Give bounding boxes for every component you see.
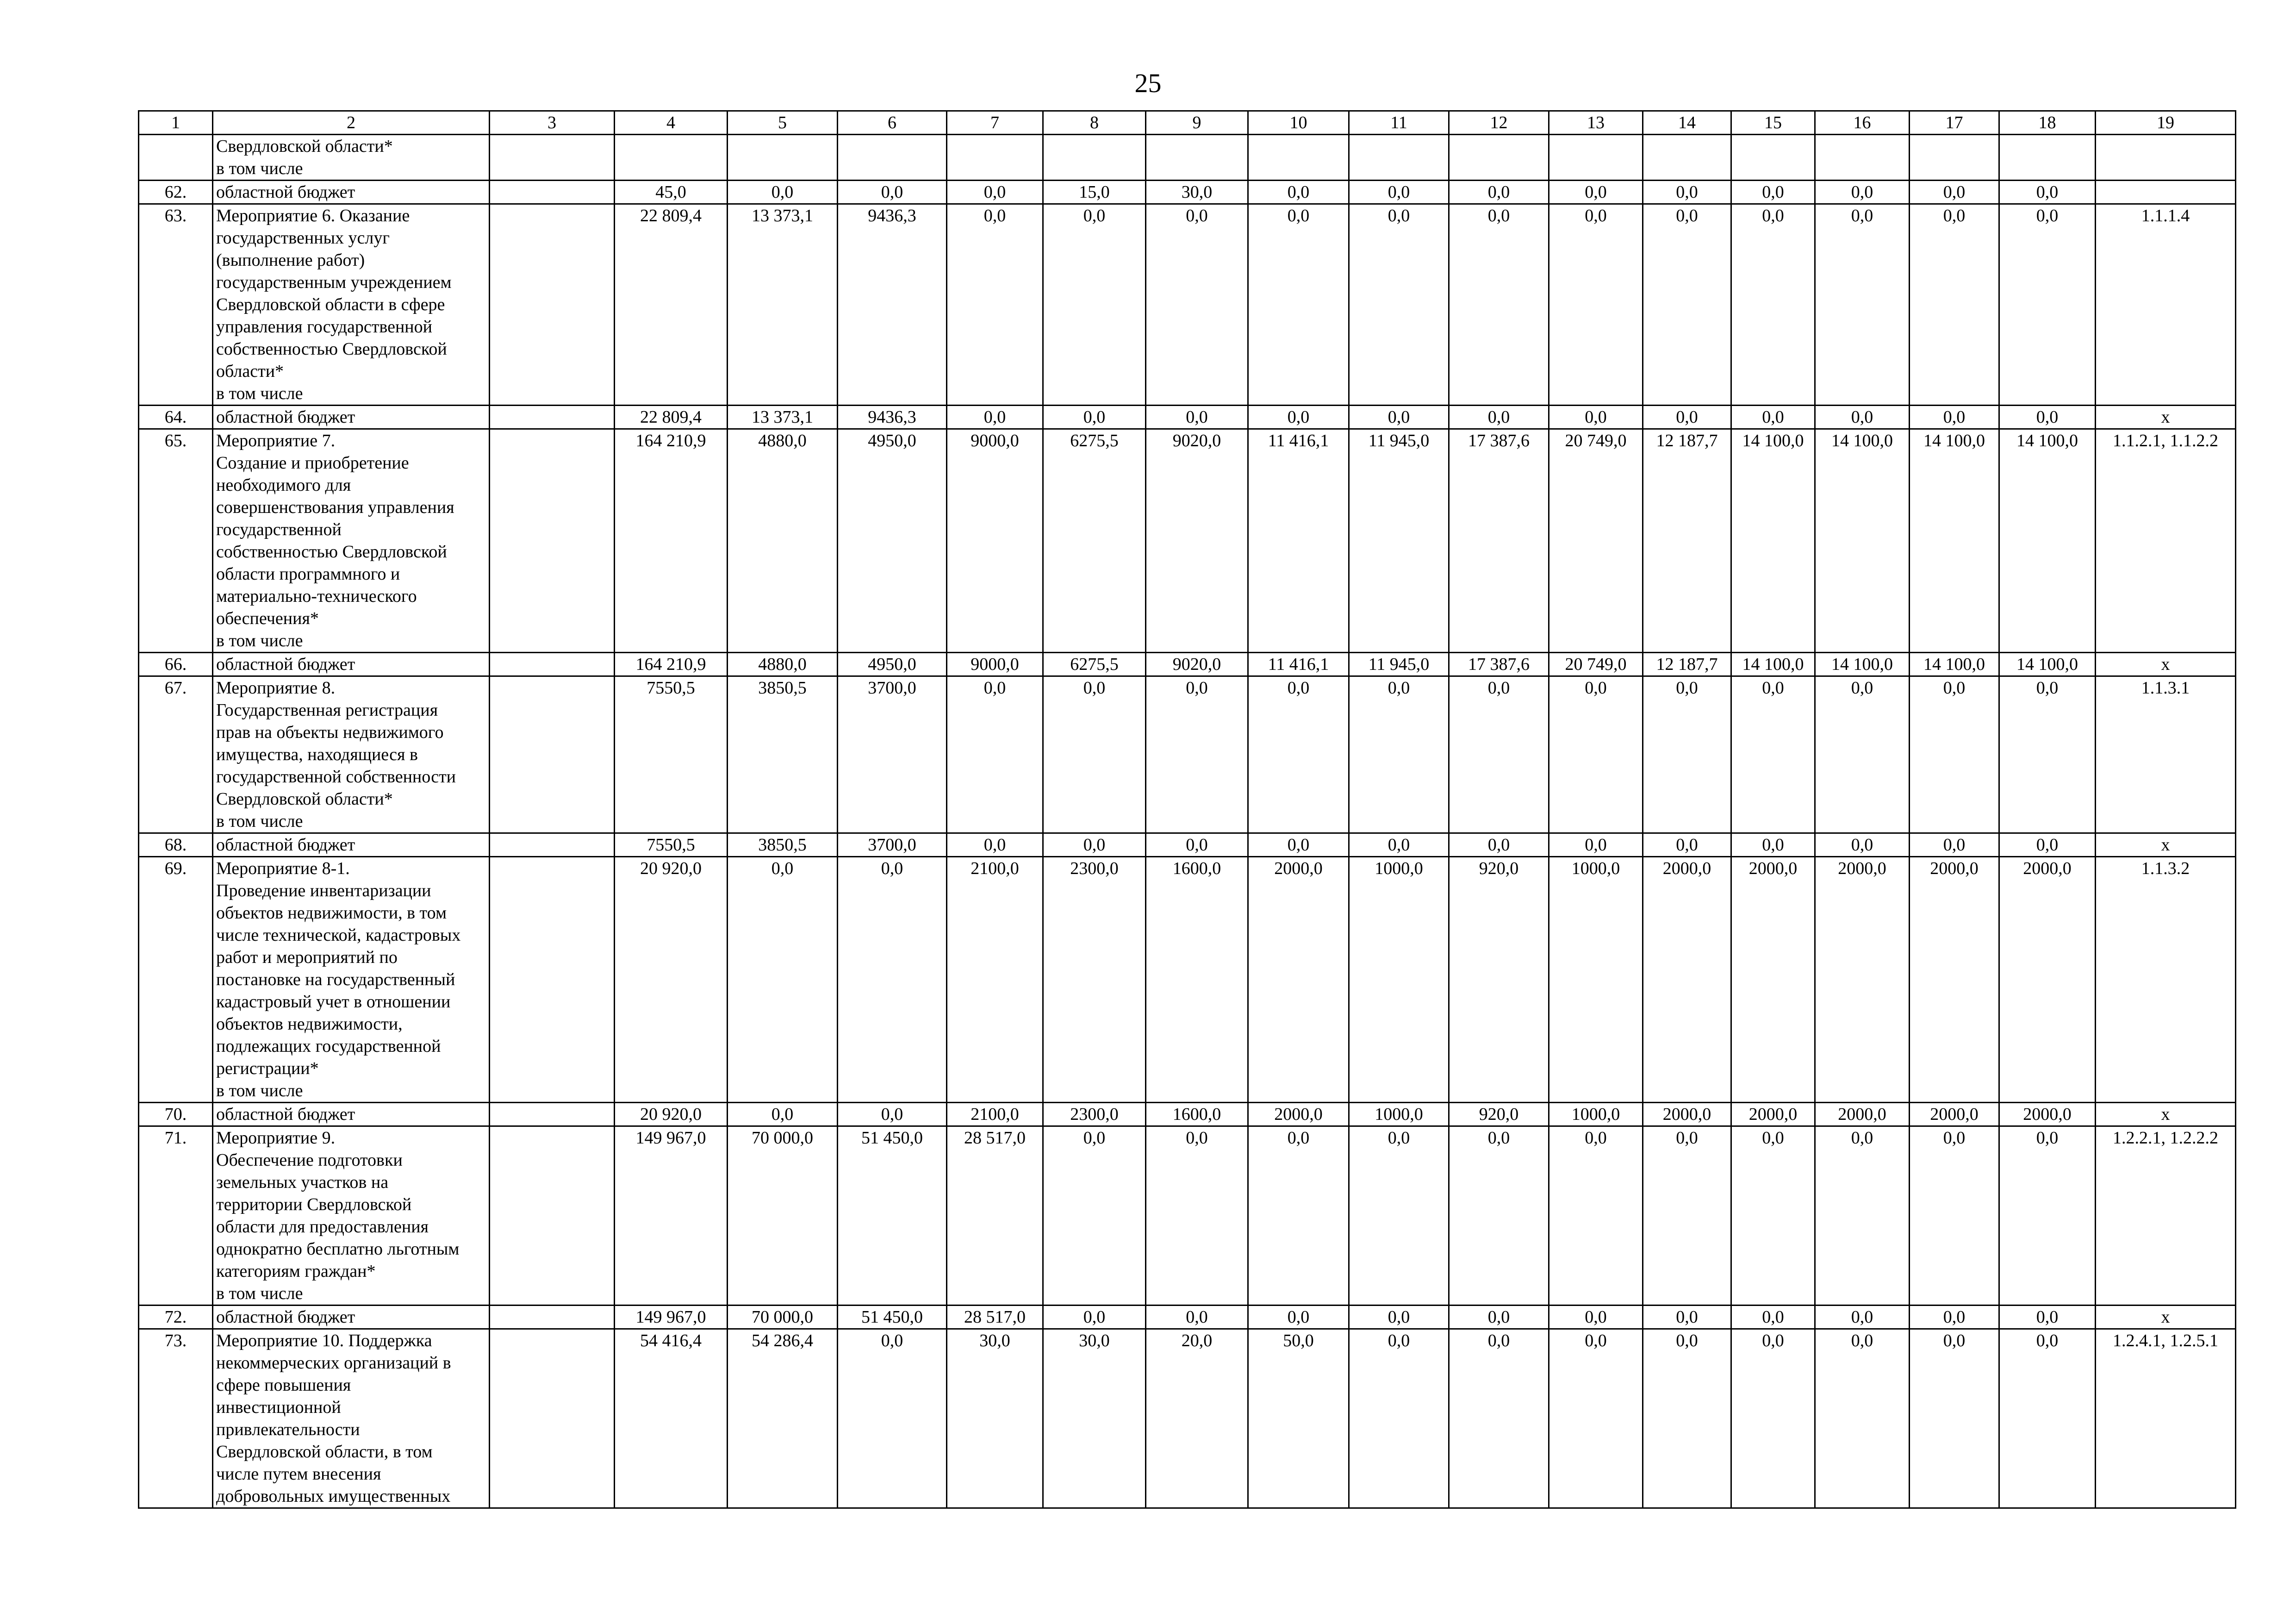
column-3-cell [490,676,615,833]
funding-value: 0,0 [1043,1126,1146,1305]
funding-value: 14 100,0 [1910,429,1999,653]
activity-name: областной бюджет [213,181,490,204]
funding-value: 0,0 [838,1103,947,1126]
funding-value: 0,0 [1910,1126,1999,1305]
funding-value: 4950,0 [838,429,947,653]
table-row [139,135,2236,181]
funding-value: 2000,0 [1999,1103,2096,1126]
funding-value: 2000,0 [1643,1103,1731,1126]
funding-value: 0,0 [1449,406,1549,429]
activity-name: Мероприятие 8-1. Проведение инвентаризации объектов недвижимости, в том числе технической, кадастровых работ и мероприятий по постановке на государственный кадастровый учет в отношении объектов недвижимости, подлежащих государственной регистрации* в том числе [213,857,490,1103]
column-number: 6 [838,111,947,135]
table-row [139,204,2236,406]
funding-value: 0,0 [1643,1305,1731,1329]
funding-value [1999,135,2096,181]
activity-name: областной бюджет [213,833,490,857]
funding-value: 2300,0 [1043,1103,1146,1126]
funding-value: 0,0 [1549,833,1643,857]
column-3-cell [490,1126,615,1305]
funding-value: 2300,0 [1043,857,1146,1103]
funding-value: 0,0 [1731,204,1815,406]
funding-value: 0,0 [1043,833,1146,857]
funding-value: 0,0 [1146,1126,1248,1305]
table-row [139,676,2236,833]
funding-value: 0,0 [1349,676,1449,833]
funding-value: 0,0 [1449,1305,1549,1329]
funding-value: 9000,0 [947,429,1043,653]
funding-value: 1000,0 [1549,1103,1643,1126]
funding-value: 0,0 [1146,676,1248,833]
column-number: 4 [615,111,728,135]
table-row [139,833,2236,857]
funding-value: 0,0 [1248,1305,1349,1329]
funding-value: 0,0 [1549,406,1643,429]
funding-value: 0,0 [1815,406,1910,429]
table-row [139,1329,2236,1508]
funding-value: 0,0 [1731,181,1815,204]
funding-value: 4880,0 [728,653,838,676]
funding-value [615,135,728,181]
funding-value: 2000,0 [1815,857,1910,1103]
funding-value: 2100,0 [947,1103,1043,1126]
funding-value: 0,0 [1731,1305,1815,1329]
funding-value: 20 920,0 [615,1103,728,1126]
activity-name: областной бюджет [213,1305,490,1329]
funding-value: 0,0 [1910,833,1999,857]
funding-value: 0,0 [947,181,1043,204]
funding-value: 70 000,0 [728,1126,838,1305]
funding-value: 0,0 [1815,676,1910,833]
funding-value: 0,0 [1731,833,1815,857]
column-number: 17 [1910,111,1999,135]
funding-value: 45,0 [615,181,728,204]
funding-value: 20 749,0 [1549,429,1643,653]
funding-value: 50,0 [1248,1329,1349,1508]
table-row [139,1103,2236,1126]
table-row [139,857,2236,1103]
funding-value: 0,0 [1643,204,1731,406]
row-number: 68. [139,833,213,857]
funding-value: 0,0 [838,1329,947,1508]
funding-value: 0,0 [1999,1329,2096,1508]
column-number: 19 [2096,111,2236,135]
funding-value: 0,0 [1349,181,1449,204]
column-number: 1 [139,111,213,135]
funding-value: 0,0 [1815,1329,1910,1508]
funding-value: 0,0 [1731,1126,1815,1305]
funding-value: 12 187,7 [1643,653,1731,676]
activity-name: Мероприятие 10. Поддержка некоммерческих организаций в сфере повышения инвестиционной привлекательности Свердловской области, в том числе путем внесения добровольных имущественных [213,1329,490,1508]
funding-value: 0,0 [1043,676,1146,833]
column-3-cell [490,1103,615,1126]
activity-name: Мероприятие 7. Создание и приобретение необходимого для совершенствования управления государственной собственностью Свердловской области программного и материально-технического обеспечения* в том числе [213,429,490,653]
funding-value: 0,0 [1349,406,1449,429]
funding-value: 2000,0 [1731,1103,1815,1126]
funding-value: 14 100,0 [1815,653,1910,676]
row-number: 67. [139,676,213,833]
funding-value: 0,0 [1549,1126,1643,1305]
funding-value: 0,0 [1449,833,1549,857]
funding-value: 9436,3 [838,406,947,429]
funding-value: 0,0 [947,833,1043,857]
funding-value: 7550,5 [615,676,728,833]
funding-value: 920,0 [1449,1103,1549,1126]
funding-value: 0,0 [1043,406,1146,429]
funding-value: 0,0 [1999,204,2096,406]
funding-value: 0,0 [1815,833,1910,857]
funding-value: 0,0 [1910,1305,1999,1329]
funding-value: 14 100,0 [1910,653,1999,676]
funding-value [1043,135,1146,181]
funding-value: 3850,5 [728,833,838,857]
funding-value: 2100,0 [947,857,1043,1103]
funding-value: 0,0 [1248,676,1349,833]
column-number: 3 [490,111,615,135]
column-number: 9 [1146,111,1248,135]
funding-value: 0,0 [1999,406,2096,429]
target-indicator-ref: х [2096,1103,2236,1126]
funding-value: 11 416,1 [1248,429,1349,653]
funding-value [1731,135,1815,181]
funding-value: 0,0 [1549,204,1643,406]
funding-value: 1000,0 [1549,857,1643,1103]
funding-value: 17 387,6 [1449,429,1549,653]
funding-value: 2000,0 [1815,1103,1910,1126]
row-number: 69. [139,857,213,1103]
funding-value [1643,135,1731,181]
column-3-cell [490,429,615,653]
column-number: 7 [947,111,1043,135]
funding-value [1910,135,1999,181]
funding-value: 11 945,0 [1349,653,1449,676]
funding-value: 9020,0 [1146,653,1248,676]
funding-value: 0,0 [1910,181,1999,204]
row-number [139,135,213,181]
column-3-cell [490,1329,615,1508]
funding-value [728,135,838,181]
table-row [139,429,2236,653]
column-number: 16 [1815,111,1910,135]
funding-value: 0,0 [1643,676,1731,833]
funding-value: 22 809,4 [615,406,728,429]
column-number: 18 [1999,111,2096,135]
funding-value: 0,0 [1999,833,2096,857]
column-number: 13 [1549,111,1643,135]
funding-value: 0,0 [1449,181,1549,204]
funding-value: 28 517,0 [947,1305,1043,1329]
funding-value: 0,0 [838,857,947,1103]
funding-value: 0,0 [1349,1329,1449,1508]
column-number: 15 [1731,111,1815,135]
funding-value: 6275,5 [1043,653,1146,676]
funding-value: 149 967,0 [615,1305,728,1329]
table-row [139,181,2236,204]
funding-value: 13 373,1 [728,406,838,429]
funding-value: 0,0 [1910,406,1999,429]
funding-value: 2000,0 [1248,1103,1349,1126]
funding-value: 17 387,6 [1449,653,1549,676]
target-indicator-ref: 1.1.1.4 [2096,204,2236,406]
funding-value: 0,0 [1910,676,1999,833]
funding-value: 4880,0 [728,429,838,653]
funding-value: 0,0 [1349,204,1449,406]
funding-value: 0,0 [1043,1305,1146,1329]
target-indicator-ref [2096,181,2236,204]
funding-value [1815,135,1910,181]
column-3-cell [490,135,615,181]
funding-value: 0,0 [1643,833,1731,857]
funding-value: 9000,0 [947,653,1043,676]
funding-value: 0,0 [1248,833,1349,857]
page-number: 25 [1134,68,1162,98]
funding-value: 1000,0 [1349,857,1449,1103]
funding-value: 2000,0 [1910,1103,1999,1126]
column-number: 14 [1643,111,1731,135]
column-3-cell [490,406,615,429]
funding-value: 0,0 [1910,204,1999,406]
activity-name: областной бюджет [213,1103,490,1126]
target-indicator-ref: х [2096,1305,2236,1329]
funding-value: 14 100,0 [1999,429,2096,653]
funding-value: 0,0 [1043,204,1146,406]
target-indicator-ref: 1.1.2.1, 1.1.2.2 [2096,429,2236,653]
funding-value: 3700,0 [838,676,947,833]
funding-value: 0,0 [947,204,1043,406]
funding-value: 149 967,0 [615,1126,728,1305]
funding-value: 0,0 [1449,1329,1549,1508]
funding-value: 20 749,0 [1549,653,1643,676]
funding-value: 30,0 [1043,1329,1146,1508]
funding-value [1248,135,1349,181]
activity-name: Мероприятие 9. Обеспечение подготовки земельных участков на территории Свердловской области для предоставления однократно бесплатно льготным категориям граждан* в том числе [213,1126,490,1305]
activity-name: Мероприятие 6. Оказание государственных услуг (выполнение работ) государственным учреждением Свердловской области в сфере управления государственной собственностью Свердловской области* в том числе [213,204,490,406]
funding-value: 0,0 [1349,1305,1449,1329]
funding-value: 0,0 [1999,1126,2096,1305]
funding-value [1349,135,1449,181]
row-number: 65. [139,429,213,653]
activity-name: областной бюджет [213,653,490,676]
row-number: 66. [139,653,213,676]
funding-value: 0,0 [1146,1305,1248,1329]
funding-value: 14 100,0 [1999,653,2096,676]
column-number: 11 [1349,111,1449,135]
funding-value: 2000,0 [1910,857,1999,1103]
funding-value [838,135,947,181]
row-number: 64. [139,406,213,429]
funding-value [1549,135,1643,181]
funding-value: 1600,0 [1146,857,1248,1103]
funding-value: 20,0 [1146,1329,1248,1508]
column-number: 8 [1043,111,1146,135]
funding-value: 0,0 [1146,833,1248,857]
funding-value: 0,0 [1248,406,1349,429]
funding-value: 0,0 [1449,676,1549,833]
table-row [139,1126,2236,1305]
column-number: 5 [728,111,838,135]
funding-value: 0,0 [1146,204,1248,406]
target-indicator-ref: 1.1.3.2 [2096,857,2236,1103]
funding-value: 0,0 [1643,1329,1731,1508]
funding-value: 3850,5 [728,676,838,833]
target-indicator-ref: 1.2.2.1, 1.2.2.2 [2096,1126,2236,1305]
funding-value: 15,0 [1043,181,1146,204]
funding-value: 0,0 [1999,181,2096,204]
funding-value: 9436,3 [838,204,947,406]
funding-value: 6275,5 [1043,429,1146,653]
funding-value: 0,0 [1248,204,1349,406]
funding-value: 4950,0 [838,653,947,676]
column-3-cell [490,857,615,1103]
funding-value: 11 416,1 [1248,653,1349,676]
funding-value: 2000,0 [1999,857,2096,1103]
funding-value: 30,0 [1146,181,1248,204]
column-3-cell [490,181,615,204]
activity-name: областной бюджет [213,406,490,429]
table-row [139,653,2236,676]
funding-value: 2000,0 [1643,857,1731,1103]
funding-value: 0,0 [1449,1126,1549,1305]
funding-value: 11 945,0 [1349,429,1449,653]
row-number: 73. [139,1329,213,1508]
funding-value: 0,0 [1248,1126,1349,1305]
funding-value: 7550,5 [615,833,728,857]
table-row [139,406,2236,429]
funding-value: 12 187,7 [1643,429,1731,653]
funding-value: 3700,0 [838,833,947,857]
target-indicator-ref: х [2096,833,2236,857]
funding-value: 0,0 [1549,1305,1643,1329]
funding-value: 0,0 [1643,1126,1731,1305]
funding-value: 0,0 [1349,833,1449,857]
row-number: 72. [139,1305,213,1329]
funding-value: 22 809,4 [615,204,728,406]
column-3-cell [490,653,615,676]
funding-value: 13 373,1 [728,204,838,406]
target-indicator-ref [2096,135,2236,181]
target-indicator-ref: х [2096,653,2236,676]
funding-value: 30,0 [947,1329,1043,1508]
funding-value: 0,0 [728,1103,838,1126]
funding-value: 0,0 [947,676,1043,833]
funding-value: 0,0 [1815,204,1910,406]
funding-value: 0,0 [1815,181,1910,204]
row-number: 63. [139,204,213,406]
funding-value: 920,0 [1449,857,1549,1103]
funding-value: 0,0 [728,181,838,204]
column-3-cell [490,1305,615,1329]
column-number: 12 [1449,111,1549,135]
funding-value: 0,0 [1349,1126,1449,1305]
funding-value [1449,135,1549,181]
column-number: 2 [213,111,490,135]
funding-value: 70 000,0 [728,1305,838,1329]
funding-value: 0,0 [1643,406,1731,429]
activity-name: Мероприятие 8. Государственная регистрация прав на объекты недвижимого имущества, находящиеся в государственной собственности Свердловской области* в том числе [213,676,490,833]
target-indicator-ref: 1.2.4.1, 1.2.5.1 [2096,1329,2236,1508]
funding-value: 9020,0 [1146,429,1248,653]
column-number-row [139,111,2236,135]
row-number: 70. [139,1103,213,1126]
row-number: 71. [139,1126,213,1305]
funding-value: 0,0 [1910,1329,1999,1508]
funding-value: 0,0 [1549,181,1643,204]
funding-value: 14 100,0 [1731,429,1815,653]
funding-value: 0,0 [838,181,947,204]
funding-value [947,135,1043,181]
funding-value: 0,0 [1731,406,1815,429]
target-indicator-ref: х [2096,406,2236,429]
column-number: 10 [1248,111,1349,135]
funding-value: 0,0 [1549,676,1643,833]
funding-value: 164 210,9 [615,429,728,653]
funding-value: 14 100,0 [1815,429,1910,653]
funding-value: 0,0 [1999,1305,2096,1329]
activity-name: Свердловской области* в том числе [213,135,490,181]
funding-value: 20 920,0 [615,857,728,1103]
funding-value: 51 450,0 [838,1126,947,1305]
column-3-cell [490,833,615,857]
funding-value: 0,0 [1731,676,1815,833]
funding-value: 1600,0 [1146,1103,1248,1126]
funding-value: 54 286,4 [728,1329,838,1508]
funding-value: 1000,0 [1349,1103,1449,1126]
funding-value: 54 416,4 [615,1329,728,1508]
funding-value: 0,0 [1146,406,1248,429]
funding-value: 0,0 [1815,1126,1910,1305]
funding-value: 0,0 [728,857,838,1103]
funding-value [1146,135,1248,181]
funding-value: 0,0 [1999,676,2096,833]
funding-value: 0,0 [1449,204,1549,406]
funding-value: 14 100,0 [1731,653,1815,676]
row-number: 62. [139,181,213,204]
funding-value: 164 210,9 [615,653,728,676]
target-indicator-ref: 1.1.3.1 [2096,676,2236,833]
column-3-cell [490,204,615,406]
funding-value: 28 517,0 [947,1126,1043,1305]
table-row [139,1305,2236,1329]
funding-value: 0,0 [1248,181,1349,204]
funding-value: 0,0 [1815,1305,1910,1329]
funding-value: 0,0 [947,406,1043,429]
funding-value: 2000,0 [1248,857,1349,1103]
funding-value: 0,0 [1549,1329,1643,1508]
funding-value: 51 450,0 [838,1305,947,1329]
funding-value: 0,0 [1731,1329,1815,1508]
funding-value: 2000,0 [1731,857,1815,1103]
funding-value: 0,0 [1643,181,1731,204]
program-activities-table [138,110,2236,1509]
